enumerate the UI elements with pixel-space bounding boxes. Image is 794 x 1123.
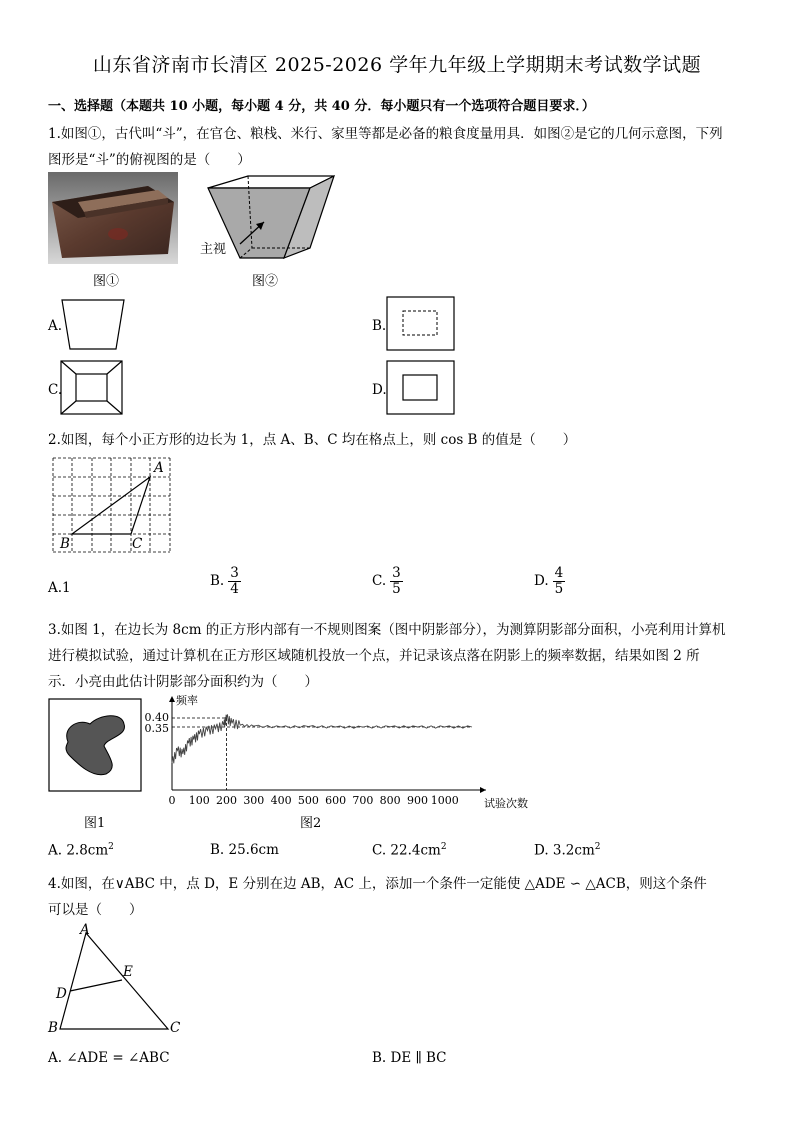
- q3-option-a-superscript: 2: [108, 842, 114, 852]
- q4-point-b: B: [48, 1020, 58, 1036]
- chart-x-arrow: [480, 787, 486, 793]
- chart-xtick-600: 600: [325, 794, 347, 807]
- q3-square-figure: [48, 698, 143, 793]
- chart-xtick-400: 400: [270, 794, 292, 807]
- q2-option-b-label: B.: [210, 572, 225, 589]
- q2-point-a: A: [154, 460, 164, 476]
- q4-point-c: C: [170, 1020, 181, 1036]
- q2-option-b[interactable]: [210, 566, 241, 597]
- fig2-caption: 图②: [252, 274, 279, 289]
- q2-option-d[interactable]: [534, 566, 565, 597]
- q2-text: 2.如图，每个小正方形的边长为 1，点 A、B、C 均在格点上，则 cos B 的值是（ ）: [48, 432, 577, 448]
- q1-option-c-figure[interactable]: [60, 360, 124, 416]
- q1-option-a-figure[interactable]: [60, 298, 126, 352]
- chart-ylabel: 频率: [176, 694, 198, 707]
- q2-option-d-denominator: 5: [554, 580, 564, 597]
- q3-option-d-text: D. 3.2cm: [534, 842, 595, 859]
- q3-option-a-text: A. 2.8cm: [48, 842, 109, 859]
- q3-option-d-superscript: 2: [594, 842, 601, 852]
- q3-text-line3: 示．小亮由此估计阴影部分面积约为（ ）: [48, 674, 318, 690]
- q3-frequency-chart: [140, 690, 530, 815]
- chart-xtick-1000: 1000: [430, 794, 459, 807]
- q2-option-b-numerator: 3: [230, 565, 239, 581]
- q2-point-b: B: [60, 536, 70, 552]
- chart-xtick-900: 900: [406, 794, 428, 807]
- q3-fig1-caption: 图1: [84, 816, 106, 831]
- q1-text-line1: 1.如图①，古代叫“斗”，在官仓、粮栈、米行、家里等都是必备的粮食度量用具．如图②是它的几何示意图，下列: [48, 126, 723, 142]
- q3-text-line1: 3.如图 1，在边长为 8cm 的正方形内部有一不规则图案（图中阴影部分），为测算阴影部分面积，小亮利用计算机: [48, 622, 726, 638]
- q2-point-c: C: [132, 536, 143, 552]
- q4-triangle-figure: [48, 925, 181, 1036]
- chart-ytick-0.40: 0.40: [144, 711, 169, 724]
- q2-option-c-denominator: 5: [392, 580, 401, 597]
- q4-text-line2: 可以是（ ）: [48, 902, 143, 918]
- q2-option-a[interactable]: A.1: [48, 580, 71, 596]
- dou-photo: [48, 172, 178, 264]
- chart-ytick-0.35: 0.35: [144, 722, 169, 735]
- chart-xtick-700: 700: [352, 794, 374, 807]
- chart-xtick-0: 0: [168, 794, 176, 807]
- q3-option-a[interactable]: [48, 842, 114, 859]
- q1-option-d-figure[interactable]: [386, 360, 456, 416]
- q1-option-c-label[interactable]: C.: [48, 382, 63, 398]
- view-direction-label: 主视: [200, 242, 227, 257]
- chart-xtick-200: 200: [216, 794, 238, 807]
- q2-option-c-numerator: 3: [392, 565, 401, 581]
- q4-point-e: E: [123, 964, 133, 980]
- chart-xtick-300: 300: [243, 794, 265, 807]
- q3-option-c-text: C. 22.4cm: [372, 842, 441, 859]
- q2-option-d-numerator: 4: [554, 565, 564, 581]
- q2-option-c[interactable]: [372, 566, 403, 597]
- q3-text-line2: 进行模拟试验，通过计算机在正方形区域随机投放一个点，并记录该点落在阴影上的频率数据，结果如图 2 所: [48, 648, 700, 664]
- section-header: 一、选择题（本题共 10 小题，每小题 4 分，共 40 分．每小题只有一个选项符合题目要求．）: [48, 99, 595, 114]
- q3-fig2-caption: 图2: [300, 816, 322, 831]
- q1-option-b-label[interactable]: B.: [372, 318, 387, 334]
- q1-text-line2: 图形是“斗”的俯视图的是（ ）: [48, 152, 251, 168]
- chart-xlabel: 试验次数: [484, 797, 528, 810]
- q2-option-c-label: C.: [372, 572, 387, 589]
- q4-text-line1: 4.如图，在∨ABC 中，点 D，E 分别在边 AB，AC 上，添加一个条件一定能使 △ADE ∽ △ACB，则这个条件: [48, 876, 707, 892]
- fig1-caption: 图①: [93, 274, 120, 289]
- chart-y-arrow: [169, 696, 175, 702]
- q4-point-a: A: [80, 922, 90, 938]
- chart-series-line: [172, 714, 472, 763]
- q4-option-a[interactable]: A. ∠ADE = ∠ABC: [48, 1050, 170, 1066]
- q4-point-d: D: [56, 986, 67, 1002]
- q3-option-b[interactable]: B. 25.6cm: [210, 842, 279, 858]
- q3-option-c[interactable]: [372, 842, 447, 859]
- q1-option-a-label[interactable]: A.: [48, 318, 63, 334]
- chart-xtick-800: 800: [379, 794, 401, 807]
- q3-option-d[interactable]: [534, 842, 601, 859]
- chart-xtick-500: 500: [297, 794, 319, 807]
- q1-option-b-figure[interactable]: [386, 296, 456, 352]
- chart-xtick-100: 100: [188, 794, 210, 807]
- q4-option-b[interactable]: B. DE ∥ BC: [372, 1050, 447, 1066]
- q2-option-d-label: D.: [534, 572, 549, 589]
- q1-option-d-label[interactable]: D.: [372, 382, 387, 398]
- page-title: 山东省济南市长清区 2025-2026 学年九年级上学期期末考试数学试题: [92, 54, 702, 76]
- q2-option-b-denominator: 4: [230, 580, 239, 597]
- q3-option-c-superscript: 2: [440, 842, 447, 852]
